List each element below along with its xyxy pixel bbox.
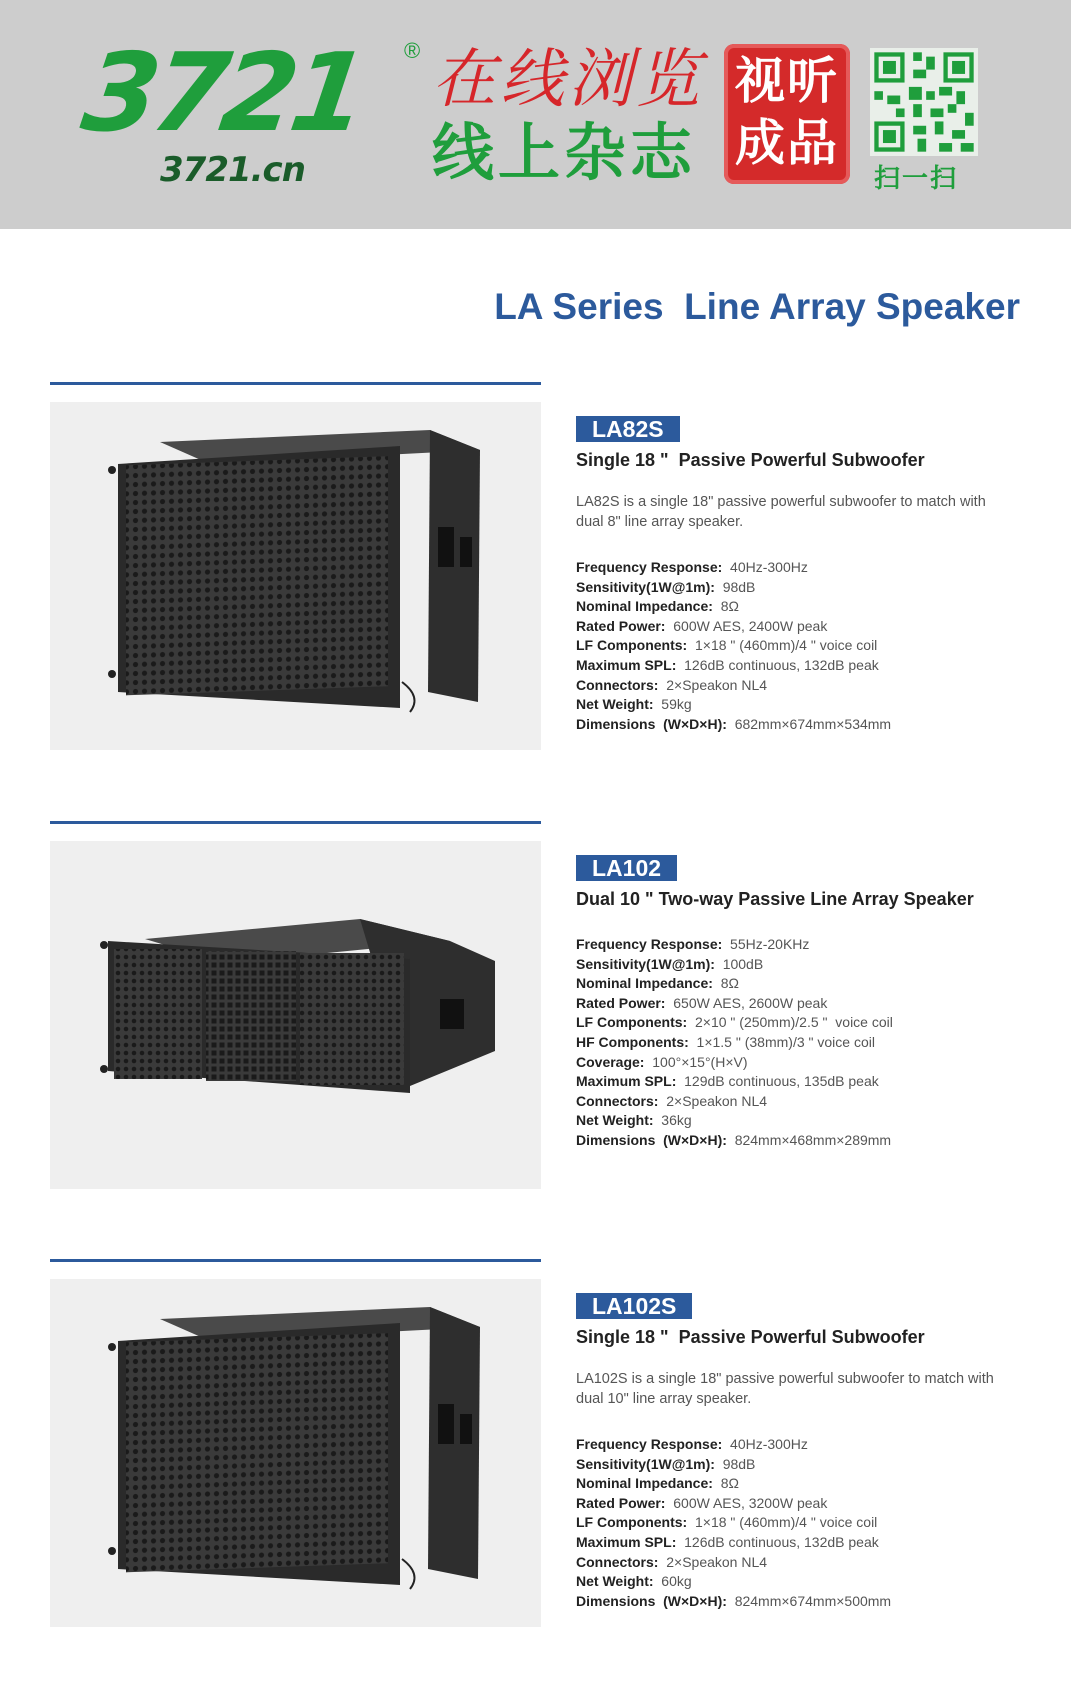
spec-item: Frequency Response: 40Hz-300Hz [576, 1436, 808, 1452]
model-badge: LA102S [576, 1293, 692, 1319]
model-badge: LA82S [576, 416, 680, 442]
spec-item: Connectors: 2×Speakon NL4 [576, 1553, 768, 1570]
red-seal-stamp [724, 44, 850, 184]
spec-item: Nominal Impedance: 8Ω [576, 975, 739, 992]
spec-item: Maximum SPL: 129dB continuous, 135dB peak [576, 1073, 879, 1090]
spec-item: Maximum SPL: 126dB continuous, 132dB peak [576, 1533, 879, 1550]
product-photo [50, 402, 541, 750]
scan-label: 扫一扫 [874, 164, 959, 194]
stamp-line2: 成品 [735, 114, 839, 172]
header-banner [0, 0, 1071, 229]
logo-domain: 3721.cn [160, 150, 305, 190]
spec-item: LF Components: 1×18 " (460mm)/4 " voice coil [576, 637, 878, 654]
section-divider [50, 382, 541, 385]
spec-item: Rated Power: 650W AES, 2600W peak [576, 994, 828, 1011]
spec-item: Dimensions (W×D×H): 824mm×674mm×500mm [576, 1592, 892, 1609]
spec-item: Frequency Response: 40Hz-300Hz [576, 559, 808, 575]
banner-slogan-online: 在线浏览 [432, 43, 704, 117]
spec-item: Maximum SPL: 126dB continuous, 132dB peak [576, 656, 879, 673]
spec-list [576, 935, 893, 1151]
spec-item: Connectors: 2×Speakon NL4 [576, 676, 768, 693]
registered-mark: ® [404, 38, 421, 63]
spec-item: Nominal Impedance: 8Ω [576, 598, 739, 615]
spec-item: Rated Power: 600W AES, 3200W peak [576, 1494, 828, 1511]
product-photo [50, 1279, 541, 1627]
product-subtitle: Dual 10 " Two-way Passive Line Array Speaker [576, 889, 974, 909]
spec-item: Dimensions (W×D×H): 682mm×674mm×534mm [576, 715, 892, 732]
spec-item: Dimensions (W×D×H): 824mm×468mm×289mm [576, 1131, 892, 1148]
section-divider [50, 821, 541, 824]
product-subtitle: Single 18 " Passive Powerful Subwoofer [576, 1327, 925, 1347]
model-badge: LA102 [576, 855, 677, 881]
banner-slogan-magazine: 线上杂志 [432, 116, 697, 189]
product-subtitle: Single 18 " Passive Powerful Subwoofer [576, 450, 925, 470]
spec-item: Coverage: 100°×15°(H×V) [576, 1053, 748, 1070]
spec-list [576, 558, 891, 734]
spec-item: Sensitivity(1W@1m): 98dB [576, 578, 756, 595]
spec-item: Net Weight: 60kg [576, 1573, 692, 1590]
spec-item: LF Components: 1×18 " (460mm)/4 " voice coil [576, 1514, 878, 1531]
page-title: LA Series Line Array Speaker [494, 286, 1020, 327]
spec-item: Frequency Response: 55Hz-20KHz [576, 936, 810, 952]
stamp-line1: 视听 [735, 52, 839, 110]
spec-item: Nominal Impedance: 8Ω [576, 1475, 739, 1492]
spec-item: Connectors: 2×Speakon NL4 [576, 1092, 768, 1109]
logo-3721: 3721 [75, 31, 370, 156]
spec-list [576, 1435, 891, 1611]
spec-item: Net Weight: 59kg [576, 696, 692, 713]
qr-code-icon[interactable] [870, 48, 978, 156]
spec-item: Net Weight: 36kg [576, 1112, 692, 1129]
spec-item: HF Components: 1×1.5 " (38mm)/3 " voice coil [576, 1033, 875, 1050]
product-description: LA102S is a single 18" passive powerful subwoofer to match with dual 10" line array speaker. [576, 1371, 994, 1407]
product-photo [50, 841, 541, 1189]
section-divider [50, 1259, 541, 1262]
spec-item: Rated Power: 600W AES, 2400W peak [576, 617, 828, 634]
product-description: LA82S is a single 18" passive powerful subwoofer to match with dual 8" line array speaker. [576, 494, 986, 530]
spec-item: Sensitivity(1W@1m): 100dB [576, 955, 764, 972]
spec-item: Sensitivity(1W@1m): 98dB [576, 1455, 756, 1472]
spec-item: LF Components: 2×10 " (250mm)/2.5 " voice coil [576, 1014, 893, 1031]
